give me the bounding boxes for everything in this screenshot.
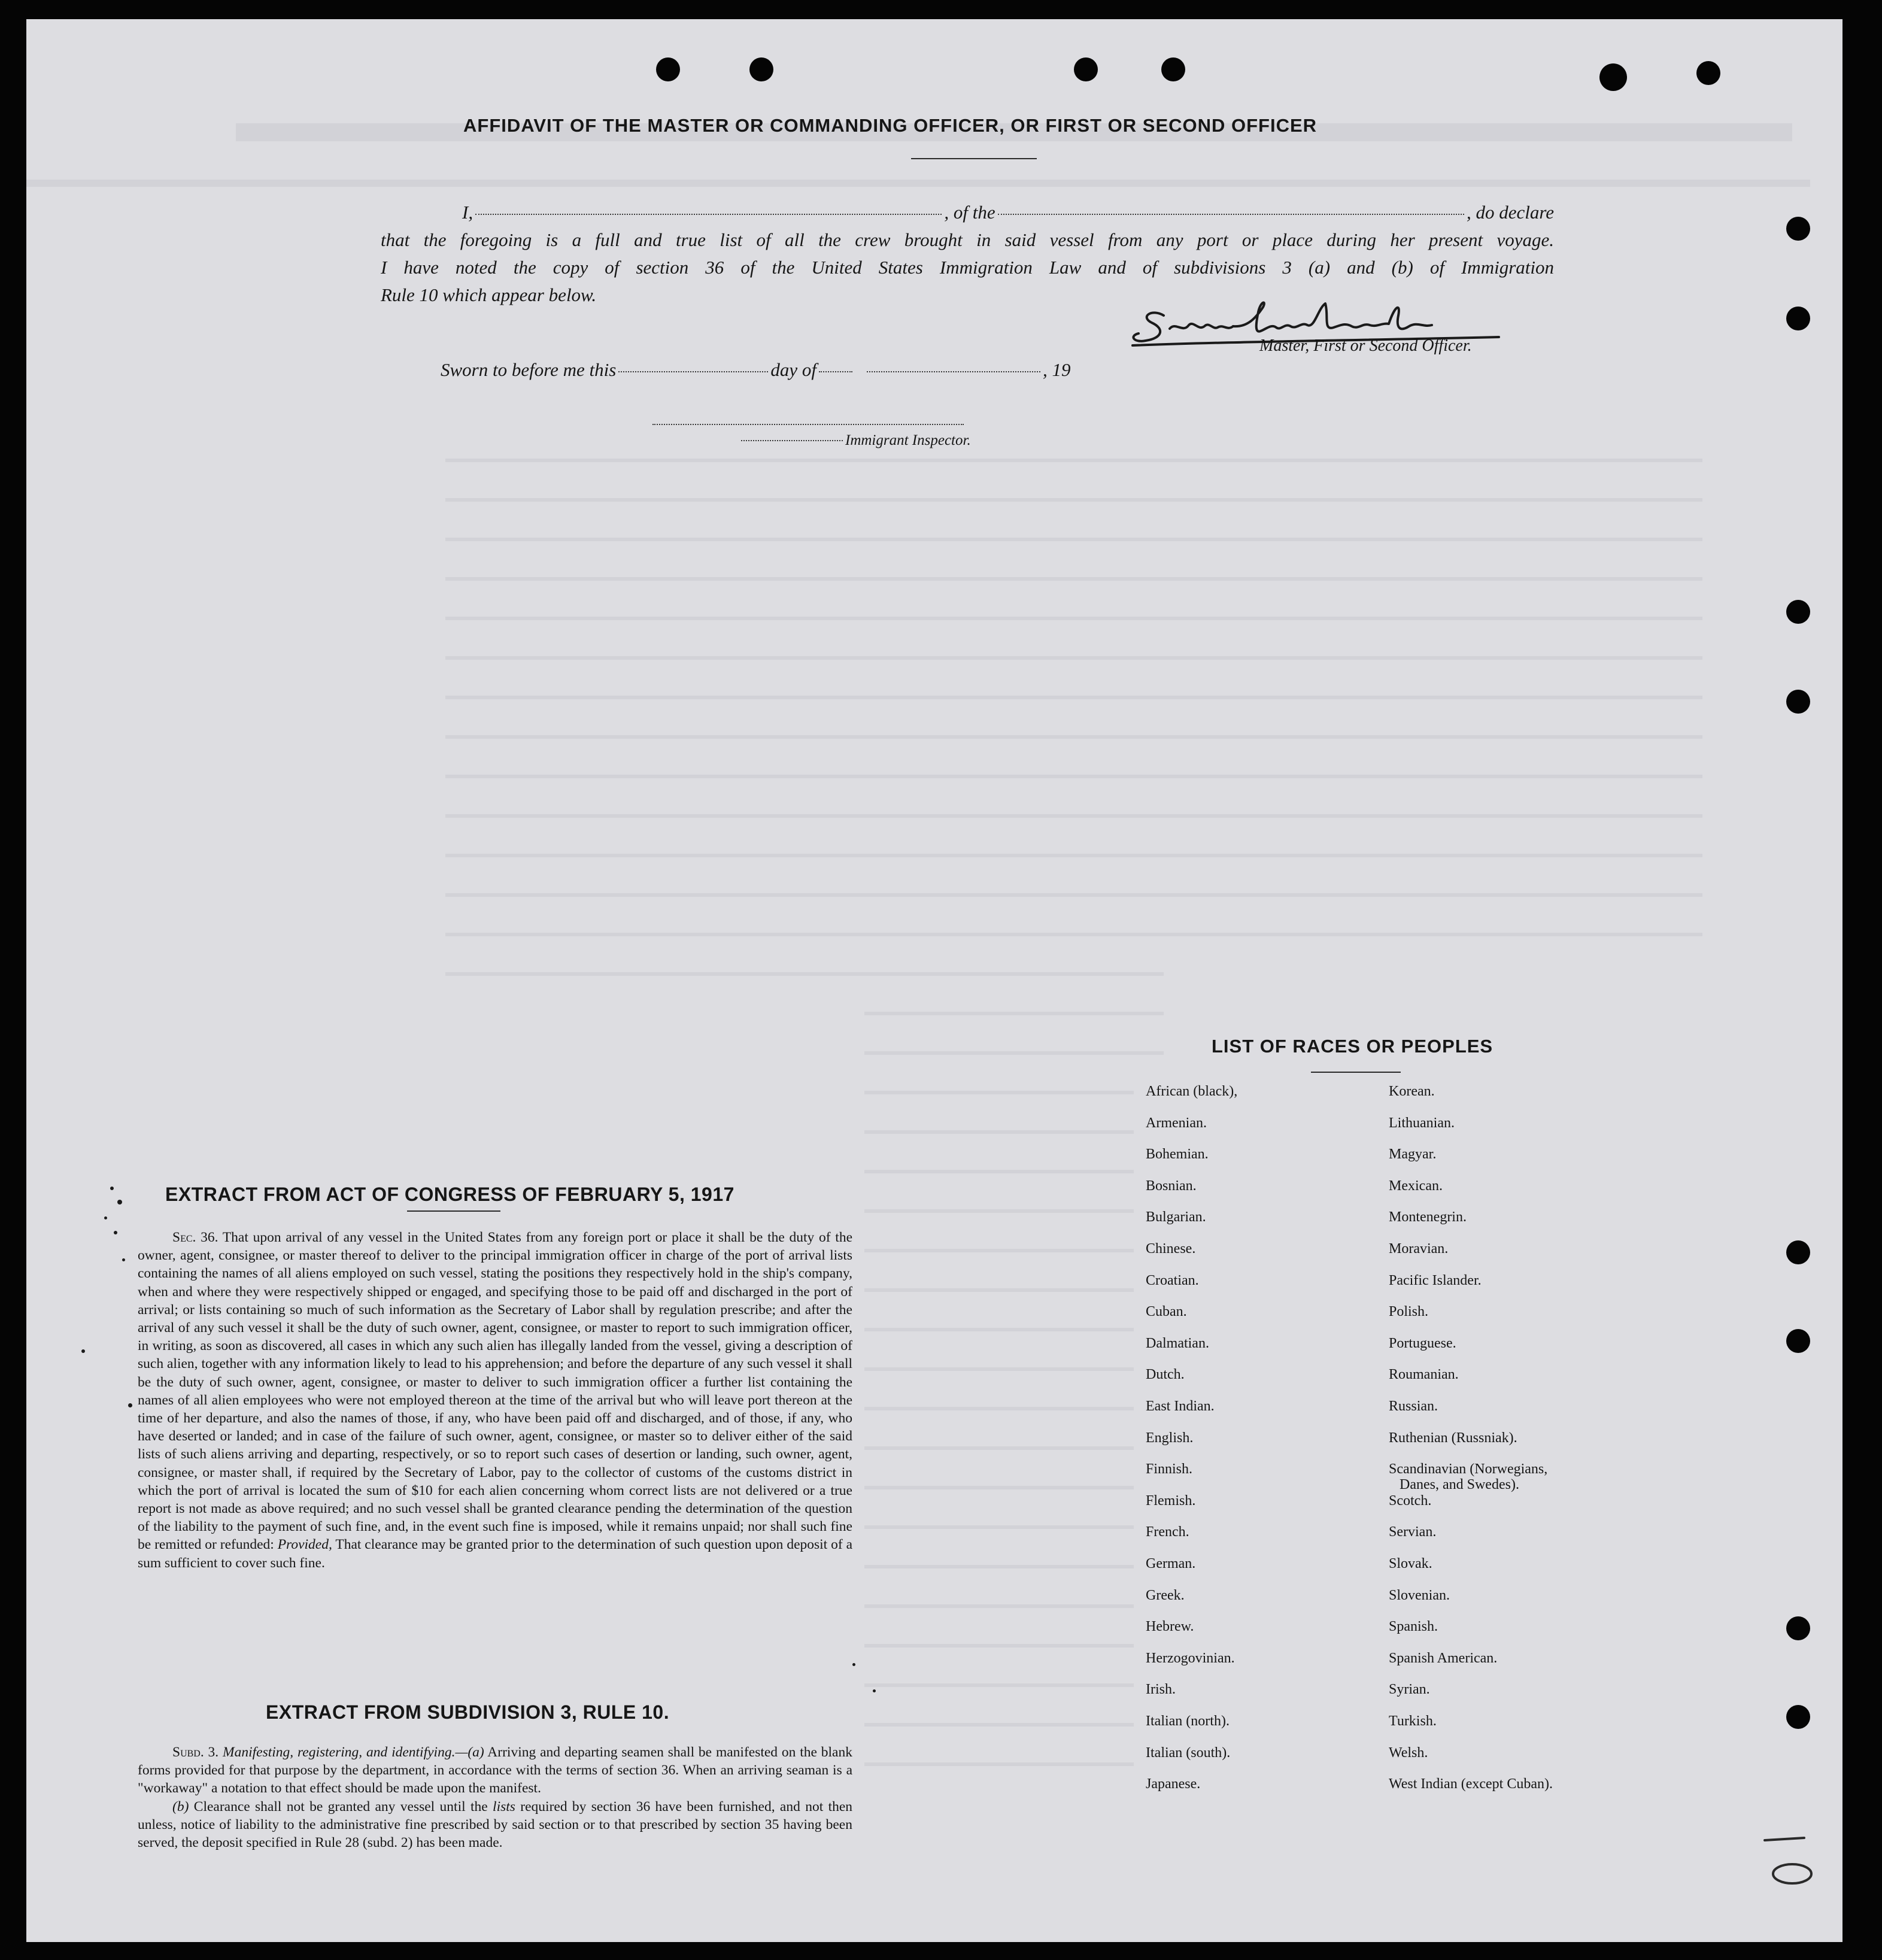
race-item: Hebrew. bbox=[1146, 1619, 1194, 1635]
vessel-name-field[interactable] bbox=[998, 214, 1464, 215]
inspector-caption: Immigrant Inspector. bbox=[845, 432, 971, 448]
race-item: Herzogovinian. bbox=[1146, 1650, 1235, 1666]
race-item: Korean. bbox=[1389, 1084, 1435, 1099]
affidavit-statement-line-2: I have noted the copy of section 36 of the United States Immigration Law and of subdivisions 3 (a) and (b) of Immigration bbox=[381, 257, 1554, 278]
inspector-name-field[interactable] bbox=[741, 440, 843, 441]
inspector-signature-field[interactable] bbox=[652, 424, 964, 425]
declarant-line bbox=[381, 199, 1554, 226]
signature-caption: Master, First or Second Officer. bbox=[1259, 336, 1472, 355]
race-item: Servian. bbox=[1389, 1524, 1437, 1540]
ink-speck bbox=[852, 1663, 855, 1666]
race-item: East Indian. bbox=[1146, 1398, 1215, 1414]
races-title: LIST OF RACES OR PEOPLES bbox=[1212, 1036, 1494, 1057]
section-36-text bbox=[138, 1228, 852, 1572]
subd-heading: Manifesting, registering, and identifying. bbox=[223, 1744, 456, 1760]
provided-label: Provided, bbox=[277, 1537, 332, 1553]
race-item: Bulgarian. bbox=[1146, 1209, 1206, 1225]
race-item: Italian (north). bbox=[1146, 1713, 1230, 1729]
sworn-day-of: day of bbox=[770, 359, 816, 380]
sworn-month-field[interactable] bbox=[819, 371, 852, 372]
race-item: Spanish American. bbox=[1389, 1650, 1498, 1666]
race-item: Finnish. bbox=[1146, 1461, 1193, 1477]
race-item: West Indian (except Cuban). bbox=[1389, 1776, 1553, 1792]
race-item: Pacific Islander. bbox=[1389, 1272, 1482, 1288]
subd-label: Subd. 3. bbox=[172, 1744, 219, 1760]
race-item: German. bbox=[1146, 1556, 1196, 1571]
race-item: Bohemian. bbox=[1146, 1146, 1209, 1163]
act-divider bbox=[407, 1210, 500, 1212]
race-item: Chinese. bbox=[1146, 1241, 1196, 1257]
ink-speck bbox=[128, 1403, 132, 1407]
race-item: Scotch. bbox=[1389, 1492, 1432, 1509]
race-item: Ruthenian (Russniak). bbox=[1389, 1430, 1517, 1446]
section-label: Sec. 36. bbox=[172, 1230, 218, 1245]
race-item: Lithuanian. bbox=[1389, 1115, 1455, 1131]
affidavit-title: AFFIDAVIT OF THE MASTER OR COMMANDING OFFICER, OR FIRST OR SECOND OFFICER bbox=[463, 115, 1318, 136]
race-item: Mexican. bbox=[1389, 1178, 1443, 1194]
race-item: Croatian. bbox=[1146, 1272, 1199, 1288]
race-item: Spanish. bbox=[1389, 1619, 1438, 1635]
race-item: Turkish. bbox=[1389, 1713, 1437, 1729]
ink-speck bbox=[114, 1231, 117, 1234]
race-item: Dalmatian. bbox=[1146, 1335, 1209, 1351]
race-item: Armenian. bbox=[1146, 1115, 1207, 1131]
ink-speck bbox=[110, 1187, 114, 1190]
race-item: Scandinavian (Norwegians, Danes, and Swedes). bbox=[1389, 1461, 1548, 1493]
ink-speck bbox=[873, 1689, 876, 1692]
race-item: Dutch. bbox=[1146, 1367, 1185, 1383]
act-title: EXTRACT FROM ACT OF CONGRESS OF FEBRUARY 5, 1917 bbox=[165, 1184, 734, 1205]
declare-suffix: , do declare bbox=[1466, 202, 1555, 223]
sworn-year: , 19 bbox=[1042, 359, 1071, 380]
affidavit-statement-line-1: that the foregoing is a full and true list of all the crew brought in said vessel from any port or place during her present voyage. bbox=[381, 229, 1554, 250]
declarant-prefix: I, bbox=[462, 202, 473, 223]
subd-b-body-2: required by section 36 have been furnished, and not then unless, notice of liability to the administrative fine prescribed by said section or to that prescribed by section 35 having been served, the deposit specified in Rule 28 (subd. 2) has been made. bbox=[138, 1798, 853, 1851]
subd-a-label: —(a) bbox=[455, 1744, 484, 1760]
race-item: Welsh. bbox=[1389, 1744, 1428, 1761]
section-body: That upon arrival of any vessel in the United States from any foreign port or place it shall be the duty of the owner, agent, consignee, or master thereof to deliver to the principal immigration officer in charge of the port of arrival lists containing the names of all aliens employed on such vessel, stating the positions they respectively hold in the ship's company, when and where they were respectively shipped or engaged, and specifying those to be paid off and discharged in the port of arrival; or lists containing so much of such information as the Secretary of Labor shall by regulation prescribe; and after the arrival of any such vessel it shall be the duty of such owner, agent, consignee, or master to report to such immigration officer, in writing, as soon as discovered, all cases in which any such alien has illegally landed from the vessel, giving a description of such alien, together with any information likely to lead to his apprehension; and before the departure of any such vessel it shall be the duty of such owner, agent, consignee, or master to deliver to such immigration officer a further list containing the names of all alien employees who were not employed thereon at the time of the arrival but who will leave port thereon at the time of her departure, and also the names of those, if any, who have been paid off and discharged, and of those, if any, who have deserted or landed; and in case of the failure of such owner, agent, consignee, or master so to deliver either of the said lists of such aliens arriving and departing, respectively, or so to report such cases of desertion or landing, such owner, agent, consignee, or master shall, if required by the Secretary of Labor, pay to the collector of customs of the customs district in which the port of arrival is located the sum of $10 for each alien concerning whom correct lists are not delivered or a true report is not made as above required; and no such vessel shall be granted clearance pending the determination of the question of the liability to the payment of such fine, and, in the event such fine is imposed, while it remains unpaid; nor shall such fine be remitted or refunded: bbox=[138, 1230, 853, 1553]
race-item: Portuguese. bbox=[1389, 1335, 1456, 1351]
subd-b-lists: lists bbox=[493, 1798, 515, 1815]
subd-a-body: Arriving and departing seamen shall be manifested on the blank forms provided for that purpose by the department, in accordance with the terms of section 36. When an arriving seaman is a "workaway" a notation to that effect should be made upon the manifest. bbox=[138, 1744, 852, 1797]
sworn-month-field-2[interactable] bbox=[867, 371, 1040, 372]
races-divider bbox=[1311, 1072, 1401, 1073]
affidavit-statement-line-3: Rule 10 which appear below. bbox=[381, 284, 597, 305]
race-item: Slovak. bbox=[1389, 1556, 1432, 1571]
sworn-line bbox=[441, 359, 1070, 381]
sworn-prefix: Sworn to before me this bbox=[441, 359, 617, 380]
title-divider bbox=[911, 158, 1037, 159]
ink-speck bbox=[104, 1216, 107, 1219]
vessel-of-the: , of the bbox=[944, 202, 995, 223]
race-item: Magyar. bbox=[1389, 1146, 1437, 1163]
race-item: Flemish. bbox=[1146, 1492, 1196, 1509]
race-item: Bosnian. bbox=[1146, 1178, 1197, 1194]
handwritten-page-number bbox=[1762, 1827, 1828, 1893]
race-item: Roumanian. bbox=[1389, 1367, 1459, 1383]
document-page bbox=[26, 19, 1842, 1942]
race-item: Greek. bbox=[1146, 1587, 1185, 1603]
race-item: Cuban. bbox=[1146, 1304, 1187, 1320]
race-item: Polish. bbox=[1389, 1304, 1429, 1320]
subd-b-label: (b) bbox=[172, 1798, 189, 1815]
ink-speck bbox=[117, 1200, 122, 1204]
provided-body: That clearance may be granted prior to the determination of such question upon deposit of a sum sufficient to cover such fine. bbox=[138, 1537, 853, 1571]
race-item: Moravian. bbox=[1389, 1241, 1449, 1257]
ink-speck bbox=[81, 1349, 85, 1353]
race-item: Slovenian. bbox=[1389, 1587, 1450, 1603]
race-item: Montenegrin. bbox=[1389, 1209, 1467, 1225]
ink-speck bbox=[122, 1258, 125, 1261]
subdivision-text bbox=[138, 1743, 852, 1852]
race-item: Syrian. bbox=[1389, 1682, 1430, 1698]
race-item: English. bbox=[1146, 1430, 1194, 1446]
race-item: French. bbox=[1146, 1524, 1189, 1540]
subd-b-body-1: Clearance shall not be granted any vessel until the bbox=[193, 1798, 488, 1815]
race-item: African (black), bbox=[1146, 1084, 1238, 1099]
race-item: Irish. bbox=[1146, 1682, 1176, 1698]
race-item: Italian (south). bbox=[1146, 1744, 1231, 1761]
inspector-line bbox=[739, 432, 971, 449]
sworn-day-field[interactable] bbox=[618, 371, 768, 372]
subdivision-title: EXTRACT FROM SUBDIVISION 3, RULE 10. bbox=[266, 1701, 670, 1723]
race-item: Japanese. bbox=[1146, 1776, 1201, 1792]
race-item: Russian. bbox=[1389, 1398, 1438, 1414]
declarant-name-field[interactable] bbox=[475, 214, 942, 215]
